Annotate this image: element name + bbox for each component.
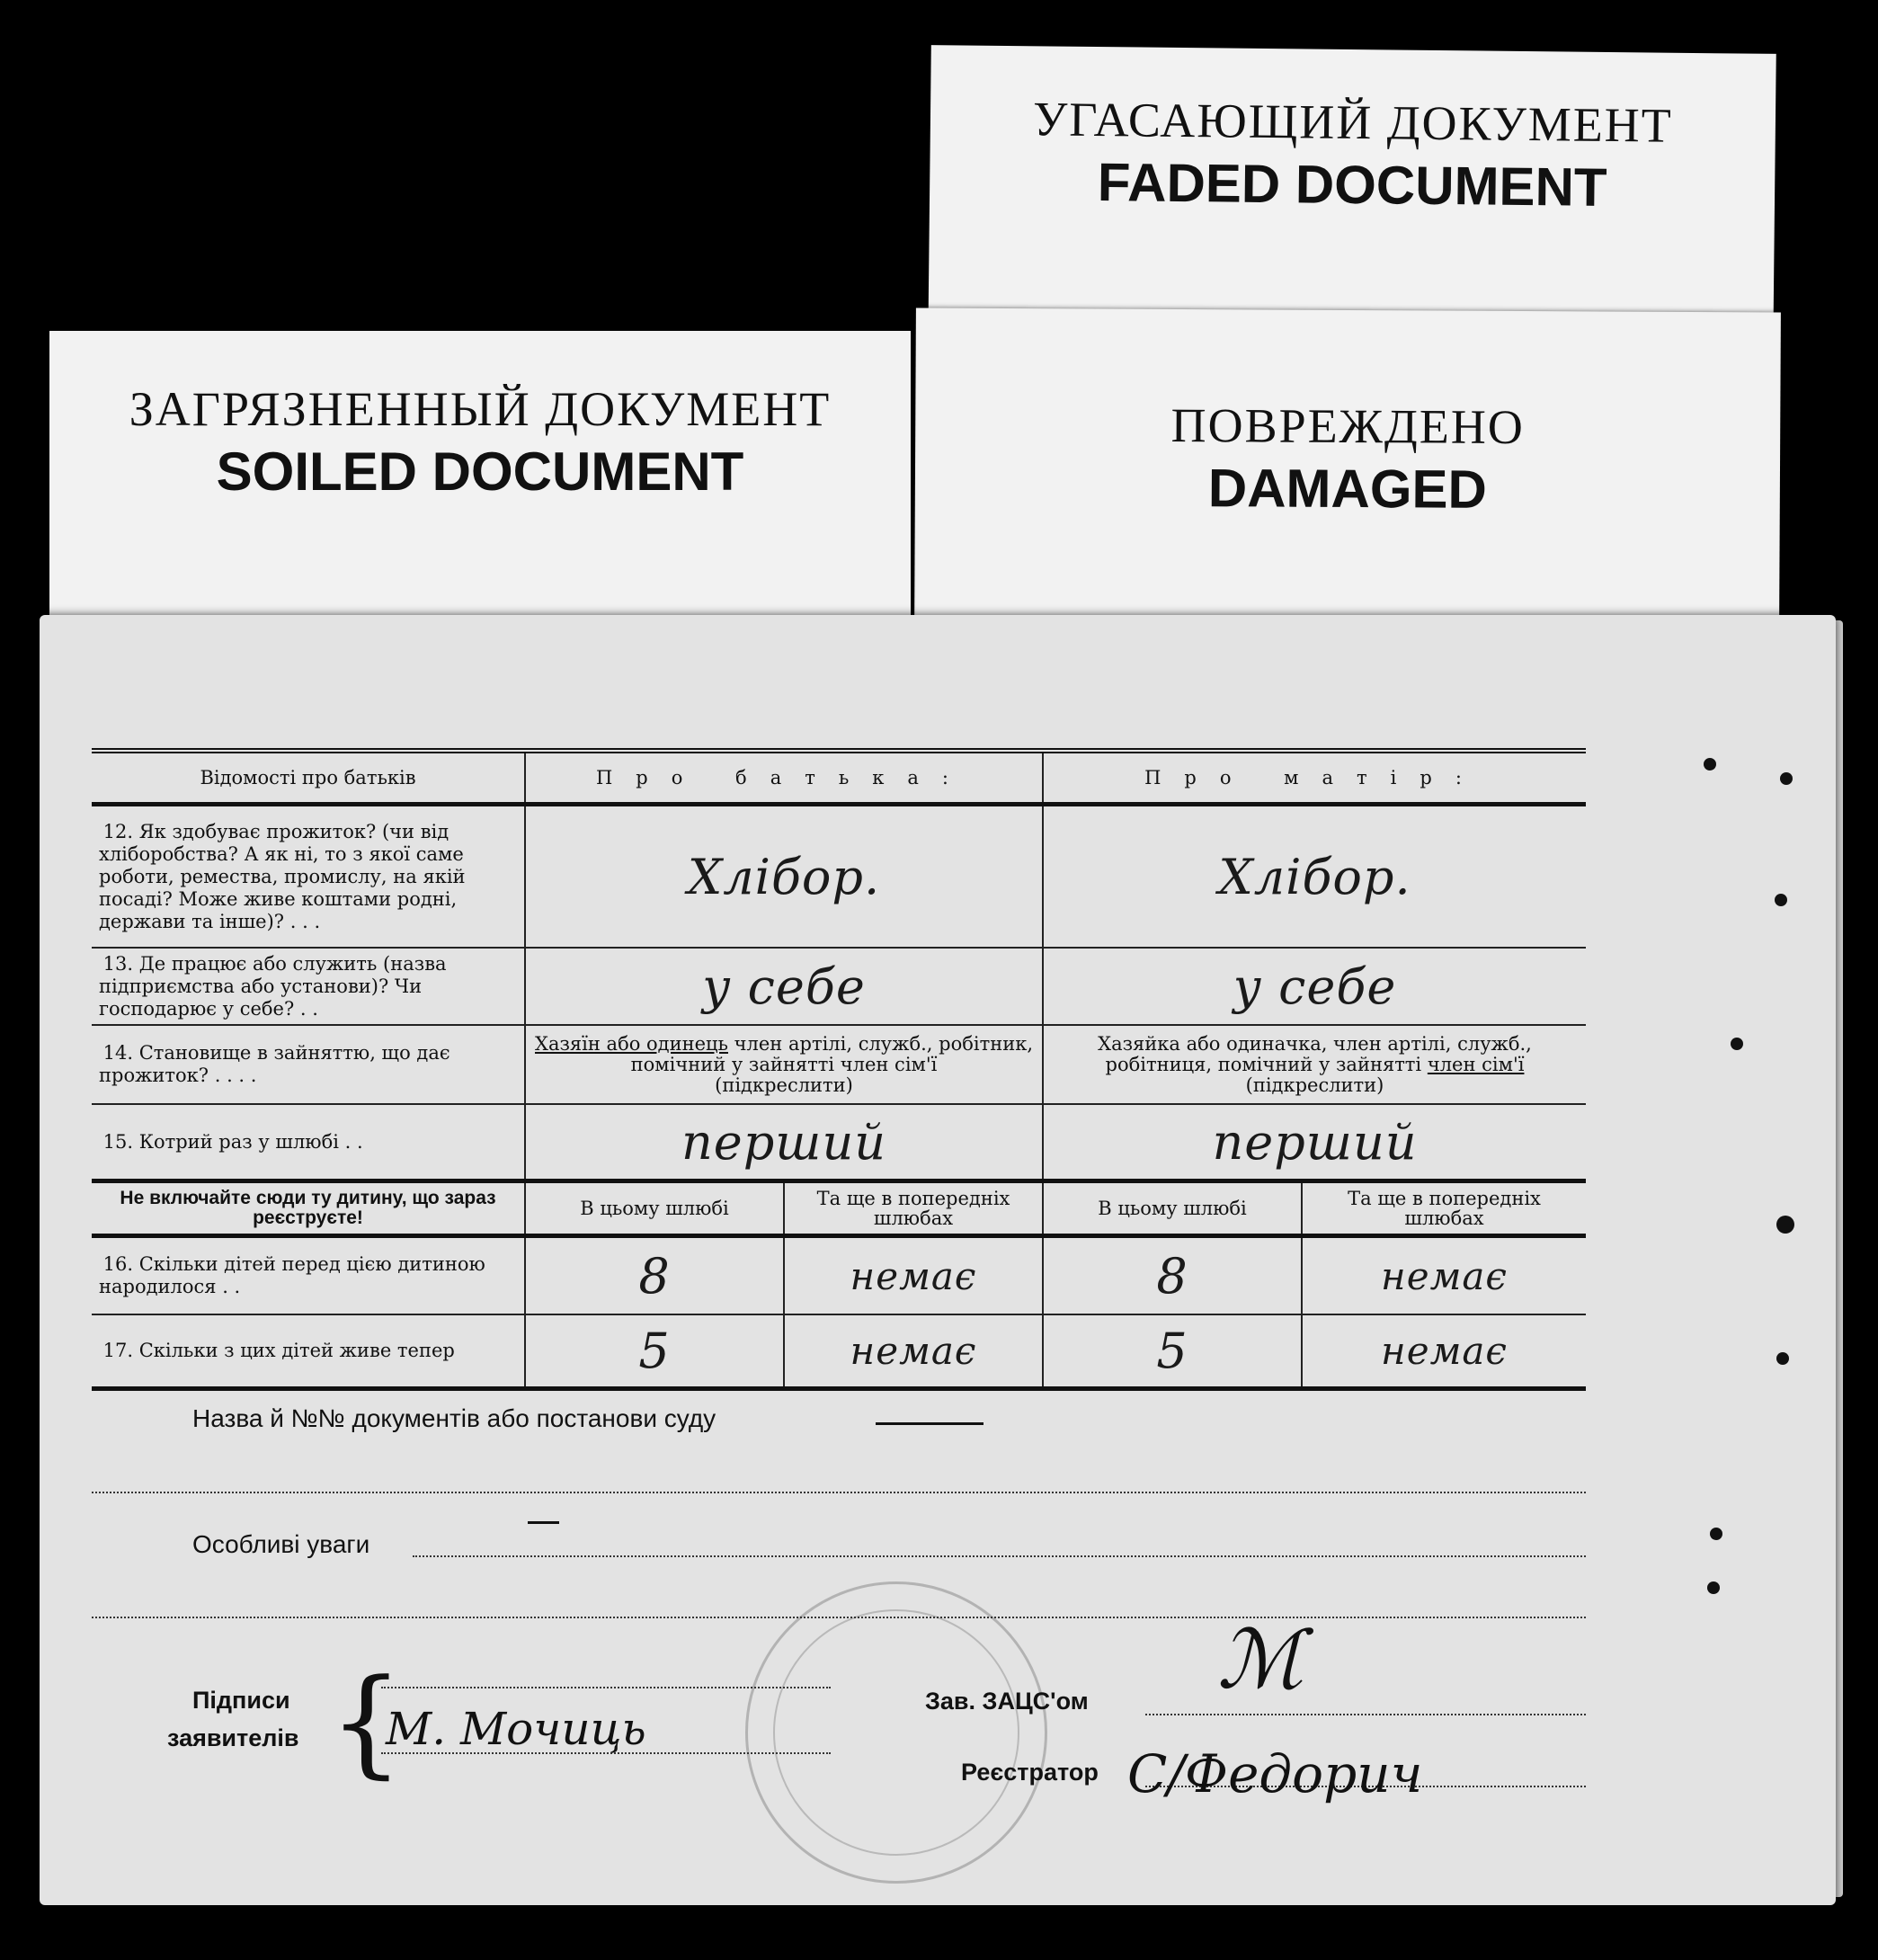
remarks-line: [413, 1555, 1586, 1557]
damaged-label: [914, 307, 1781, 627]
remarks-blank-line: [92, 1617, 1586, 1618]
punch-hole: [1707, 1581, 1720, 1594]
answer-12-mother: Хлібор.: [1043, 805, 1586, 949]
subheader-mother-prev: Та ще в попередніх шлюбах: [1302, 1181, 1586, 1236]
faded-stamp: [745, 1581, 1047, 1884]
answer-15-mother: перший: [1043, 1104, 1586, 1181]
answer-16-mother-this: 8: [1043, 1236, 1302, 1315]
soiled-en: SOILED DOCUMENT: [216, 441, 744, 502]
question-16: 16. Скільки дітей перед цією дитиною народилося . .: [92, 1236, 525, 1315]
answer-14-father: Хазяїн або одинець член артілі, служб., робітник, помічний у зайнятті член сім'ї (підкреслити): [525, 1025, 1043, 1104]
answer-15-father: перший: [525, 1104, 1043, 1181]
question-12: 12. Як здобуває прожиток? (чи від хліборобства? А як ні, то з якої саме роботи, ремества, промислу, на якій посаді? Може живе коштами родні, держави та інше)? . . .: [92, 805, 525, 949]
answer-17-father-this: 5: [525, 1314, 784, 1389]
answer-16-mother-prev: немає: [1302, 1236, 1586, 1315]
brace: {: [329, 1653, 404, 1790]
answer-14-mother: Хазяйка або одиначка, член артілі, служб., робітниця, помічний у зайнятті член сім'ї (підкреслити): [1043, 1025, 1586, 1104]
header-father: Про батька:: [525, 751, 1043, 805]
punch-hole: [1731, 1038, 1743, 1050]
answer-17-father-prev: немає: [784, 1314, 1043, 1389]
faded-ru: УГАСАЮЩИЙ ДОКУМЕНТ: [1032, 92, 1674, 153]
punch-hole: [1710, 1528, 1722, 1540]
damaged-ru: ПОВРЕЖДЕНО: [1170, 397, 1526, 455]
parents-info-table: [92, 748, 1586, 1391]
answer-12-father: Хлібор.: [525, 805, 1043, 949]
question-14: 14. Становище в зайняттю, що дає прожиток? . . . .: [92, 1025, 525, 1104]
signature-line-1: [381, 1687, 831, 1688]
faded-en: FADED DOCUMENT: [1097, 152, 1607, 218]
signature-line-2: [381, 1752, 831, 1754]
soiled-document-label: [49, 331, 911, 637]
punch-hole: [1776, 1216, 1794, 1234]
documents-blank-line: [92, 1492, 1586, 1493]
head-label: Зав. ЗАЦС'ом: [925, 1688, 1089, 1715]
registration-form-sheet: [40, 615, 1836, 1905]
answer-13-mother: у себе: [1043, 948, 1586, 1025]
registrar-label: Реєстратор: [961, 1759, 1099, 1786]
header-parents-info: Відомості про батьків: [92, 751, 525, 805]
applicant-signature: М. Мочиць: [386, 1703, 646, 1755]
dash-mark: [528, 1521, 559, 1524]
soiled-ru: ЗАГРЯЗНЕННЫЙ ДОКУМЕНТ: [129, 382, 832, 436]
answer-17-mother-this: 5: [1043, 1314, 1302, 1389]
punch-hole: [1780, 772, 1793, 785]
punch-hole: [1775, 894, 1787, 906]
signatures-label-1: Підписи: [192, 1687, 290, 1714]
question-17: 17. Скільки з цих дітей живе тепер: [92, 1314, 525, 1389]
subheader-father-this: В цьому шлюбі: [525, 1181, 784, 1236]
answer-17-mother-prev: немає: [1302, 1314, 1586, 1389]
registrar-signature: С/Федорич: [1127, 1743, 1423, 1804]
subheader-father-prev: Та ще в попередніх шлюбах: [784, 1181, 1043, 1236]
answer-16-father-this: 8: [525, 1236, 784, 1315]
question-15: 15. Котрий раз у шлюбі . .: [92, 1104, 525, 1181]
head-signature-mark: ℳ: [1217, 1613, 1304, 1707]
signatures-label-2: заявителів: [167, 1724, 299, 1751]
punch-hole: [1776, 1352, 1789, 1365]
punch-hole: [1704, 758, 1716, 771]
subheader-mother-this: В цьому шлюбі: [1043, 1181, 1302, 1236]
head-line: [1145, 1714, 1586, 1715]
remarks-label: Особливі уваги: [192, 1530, 370, 1558]
dash-mark: [876, 1422, 984, 1425]
header-mother: Про матір:: [1043, 751, 1586, 805]
answer-16-father-prev: немає: [784, 1236, 1043, 1315]
subheader-note: Не включайте сюди ту дитину, що зараз реєструєте!: [92, 1181, 525, 1236]
answer-13-father: у себе: [525, 948, 1043, 1025]
damaged-en: DAMAGED: [1207, 458, 1488, 520]
question-13: 13. Де працює або служить (назва підприємства або установи)? Чи господарює у себе? . .: [92, 948, 525, 1025]
documents-label: Назва й №№ документів або постанови суду: [192, 1404, 716, 1432]
